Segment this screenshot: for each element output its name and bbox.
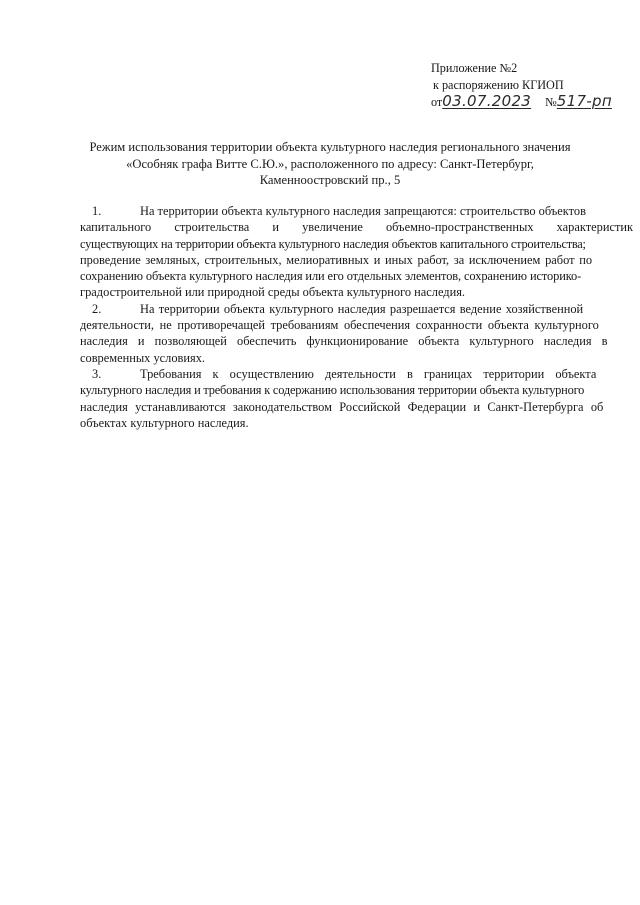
item-3-number: 3. bbox=[92, 366, 102, 381]
document-body bbox=[80, 203, 634, 431]
number-prefix: № bbox=[545, 95, 557, 109]
item-2 bbox=[80, 301, 608, 366]
item-2-line-1: На территории объекта культурного наследия разрешается ведение хозяйственной bbox=[140, 301, 584, 316]
appendix-title: Приложение №2 bbox=[431, 61, 518, 75]
item-3-line-2: культурного наследия и требования к содержанию использования территории объекта культурного bbox=[80, 383, 585, 398]
item-1-line-4: проведение земляных, строительных, мелиоративных и иных работ, за исключением работ по bbox=[80, 252, 593, 267]
item-1-line-6: градостроительной или природной среды объекта культурного наследия. bbox=[80, 285, 466, 300]
item-2-line-2: деятельности, не противоречащей требованиям обеспечения сохранности объекта культурного bbox=[80, 318, 599, 333]
date-prefix: от bbox=[431, 95, 443, 109]
item-2-line-3: наследия и позволяющей обеспечить функционирование объекта культурного наследия в bbox=[80, 334, 608, 349]
item-1-line-3: существующих на территории объекта культурного наследия объектов капитального строительства; bbox=[80, 236, 586, 251]
appendix-order-reference: к распоряжению КГИОП bbox=[433, 77, 564, 92]
item-1-line-1: На территории объекта культурного наследия запрещаются: строительство объектов bbox=[140, 204, 586, 218]
item-3-line-4: объектах культурного наследия. bbox=[80, 415, 249, 430]
title-line-1: Режим использования территории объекта культурного наследия регионального значения bbox=[89, 140, 571, 154]
item-1-number: 1. bbox=[92, 204, 102, 218]
title-line-3: Каменноостровский пр., 5 bbox=[259, 173, 401, 187]
item-1 bbox=[80, 203, 634, 301]
appendix-header bbox=[431, 60, 621, 111]
document-title bbox=[60, 139, 600, 189]
handwritten-date: 03.07.2023 bbox=[442, 92, 532, 110]
item-3 bbox=[80, 366, 604, 431]
item-2-number: 2. bbox=[92, 301, 102, 316]
appendix-date-number bbox=[431, 93, 621, 111]
item-2-line-4: современных условиях. bbox=[80, 350, 206, 365]
title-line-2: «Особняк графа Витте С.Ю.», расположенного по адресу: Санкт-Петербург, bbox=[126, 156, 534, 171]
item-3-line-3: наследия устанавливаются законодательством Российской Федерации и Санкт-Петербурга об bbox=[80, 399, 604, 414]
item-1-line-5: сохранению объекта культурного наследия или его отдельных элементов, сохранению историко- bbox=[80, 269, 582, 284]
item-1-line-2: капитального строительства и увеличение объемно-пространственных характеристик bbox=[80, 220, 634, 235]
item-3-line-1: Требования к осуществлению деятельности в границах территории объекта bbox=[140, 366, 597, 381]
handwritten-number: 517-рп bbox=[556, 92, 612, 110]
